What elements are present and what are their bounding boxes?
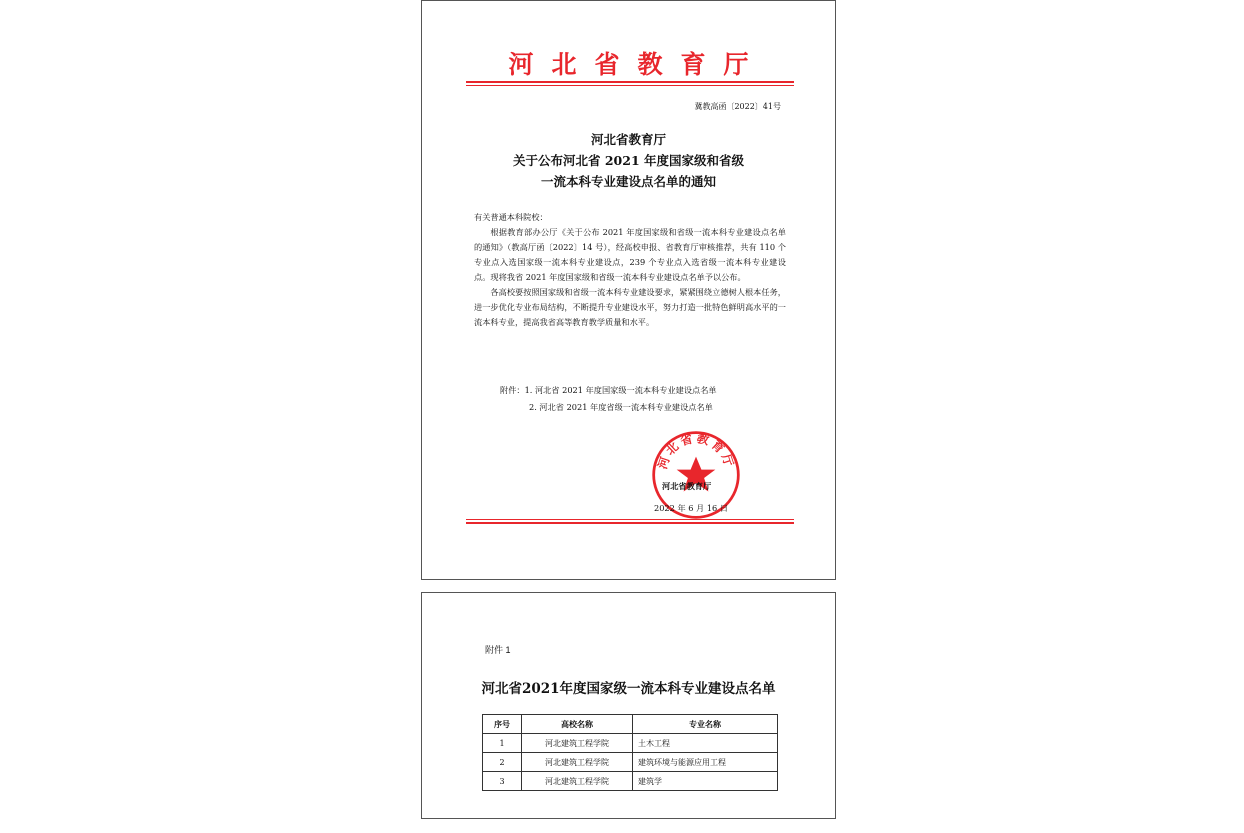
masthead-rule — [466, 81, 794, 83]
cell-index: 3 — [483, 772, 522, 791]
attachments-list — [500, 382, 717, 416]
notice-body — [474, 210, 786, 330]
footer-rule — [466, 522, 794, 524]
column-header: 专业名称 — [633, 715, 778, 734]
cell-major: 建筑环境与能源应用工程 — [633, 753, 778, 772]
attachment-item: 附件：1. 河北省 2021 年度国家级一流本科专业建设点名单 — [500, 385, 717, 395]
signature-date: 2022 年 6 月 16 日 — [654, 503, 729, 513]
title-line: 河北省教育厅 — [590, 132, 666, 147]
notice-page — [421, 0, 836, 580]
table-row — [483, 734, 778, 753]
cell-index: 1 — [483, 734, 522, 753]
table-row — [483, 772, 778, 791]
table-row — [483, 753, 778, 772]
cell-major: 土木工程 — [633, 734, 778, 753]
cell-index: 2 — [483, 753, 522, 772]
annex-page — [421, 592, 836, 819]
masthead-title: 河北省教育厅 — [508, 50, 767, 79]
title-line: 一流本科专业建设点名单的通知 — [540, 174, 716, 189]
column-header: 序号 — [483, 715, 522, 734]
footer-rule-thin — [466, 519, 794, 520]
seal-text: 河北省教育厅 — [655, 431, 737, 471]
document-number: 冀教高函〔2022〕41号 — [694, 102, 781, 111]
signature-org: 河北省教育厅 — [662, 481, 712, 491]
masthead-rule-thin — [466, 85, 794, 86]
paragraph: 根据教育部办公厅《关于公布 2021 年度国家级和省级一流本科专业建设点名单的通知》（教高厅函〔2022〕14 号），经高校申报、省教育厅审核推荐，共有 110 个专业点入选国家级一流本科专业建设点，239 个专业点入选省级一流本科专业建设点。现将我省 2021 年度国家级和省级一流本科专业建设点名单予以公布。 — [474, 227, 786, 282]
salutation: 有关普通本科院校： — [474, 212, 548, 222]
program-table — [482, 714, 778, 791]
annex-label: 附件 1 — [485, 645, 511, 655]
notice-title — [422, 129, 835, 192]
cell-university: 河北建筑工程学院 — [522, 772, 633, 791]
table-header-row — [483, 715, 778, 734]
cell-major: 建筑学 — [633, 772, 778, 791]
annex-title: 河北省2021年度国家级一流本科专业建设点名单 — [481, 681, 776, 697]
title-line: 关于公布河北省 2021 年度国家级和省级 — [513, 153, 744, 168]
cell-university: 河北建筑工程学院 — [522, 753, 633, 772]
column-header: 高校名称 — [522, 715, 633, 734]
attachment-item: 2. 河北省 2021 年度省级一流本科专业建设点名单 — [529, 402, 713, 412]
cell-university: 河北建筑工程学院 — [522, 734, 633, 753]
paragraph: 各高校要按照国家级和省级一流本科专业建设要求，紧紧围绕立德树人根本任务，进一步优化专业布局结构，不断提升专业建设水平，努力打造一批特色鲜明高水平的一流本科专业，提高我省高等教育教学质量和水平。 — [474, 287, 786, 327]
